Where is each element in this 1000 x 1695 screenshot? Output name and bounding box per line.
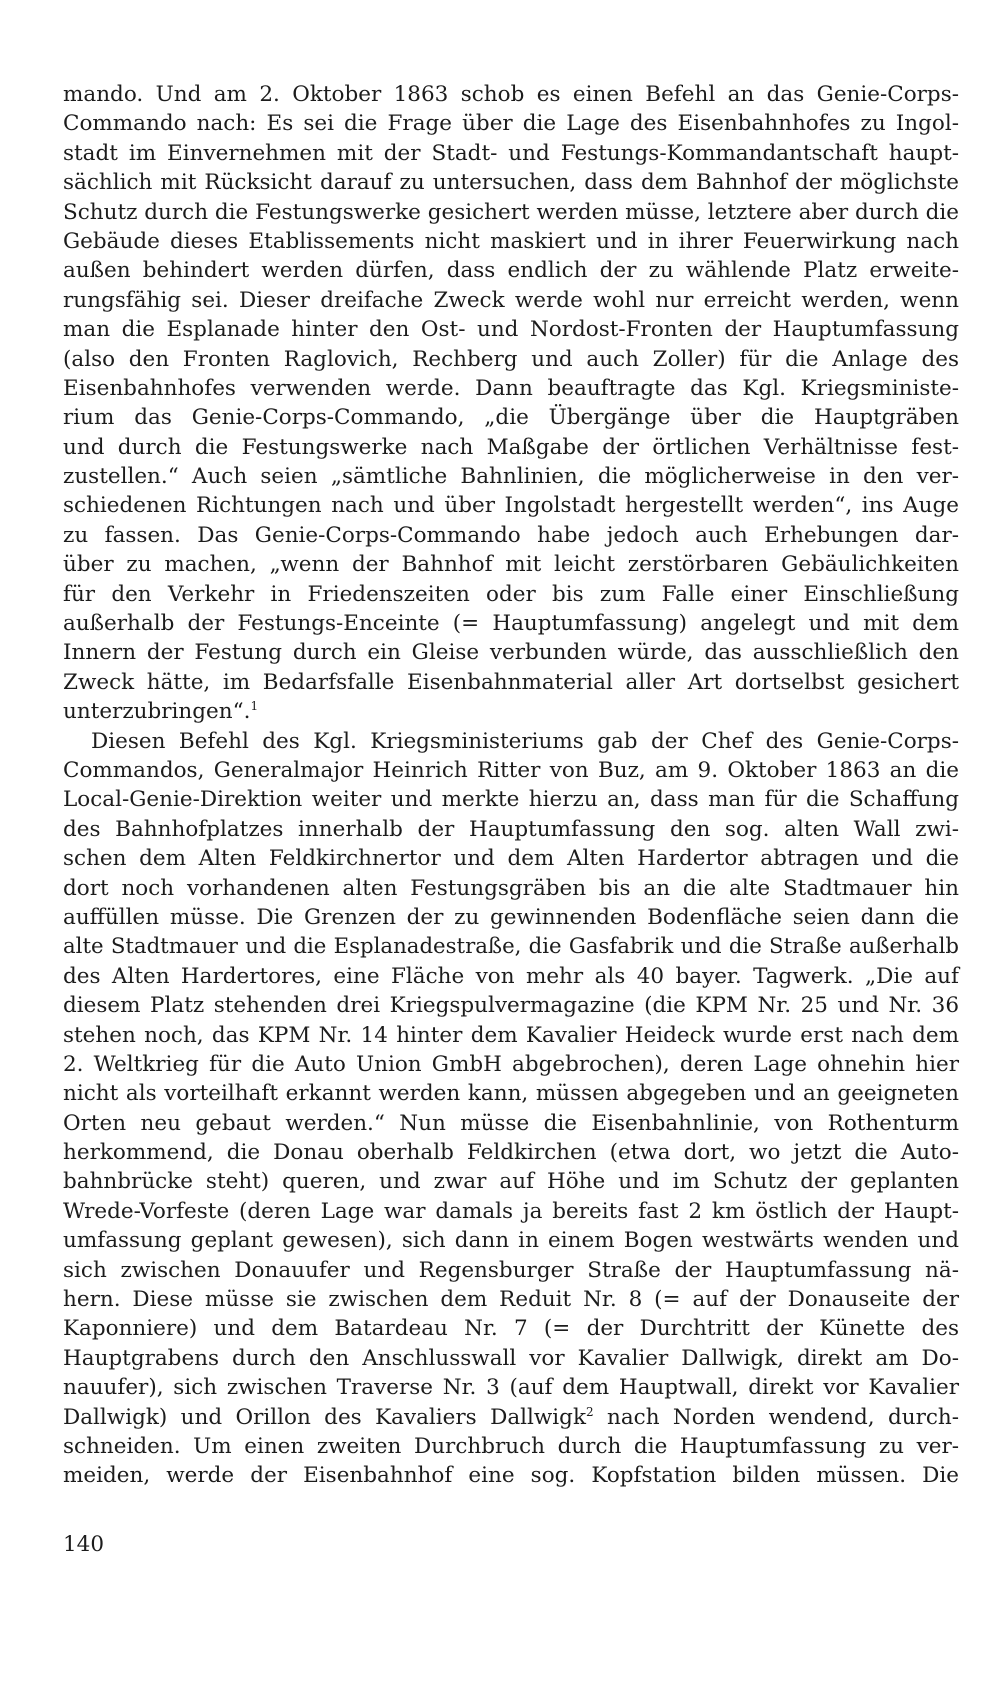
text-line: nicht als vorteilhaft erkannt werden kann, müssen abgegeben und an geeigneten bbox=[63, 1081, 959, 1107]
text-line-content: Dallwigk) und Orillon des Kavaliers Dallwigk bbox=[63, 1404, 586, 1430]
text-line: Schutz durch die Festungswerke gesichert werden müsse, letztere aber durch die bbox=[63, 199, 959, 225]
text-line: schneiden. Um einen zweiten Durchbruch durch die Hauptumfassung zu ver- bbox=[63, 1433, 959, 1459]
text-line: meiden, werde der Eisenbahnhof eine sog. Kopfstation bilden müssen. Die bbox=[63, 1463, 959, 1489]
text-line: außerhalb der Festungs-Enceinte (= Hauptumfassung) angelegt und mit dem bbox=[63, 611, 959, 637]
text-line: (also den Fronten Raglovich, Rechberg und auch Zoller) für die Anlage des bbox=[63, 346, 959, 372]
text-line: Diesen Befehl des Kgl. Kriegsministeriums gab der Chef des Genie-Corps- bbox=[91, 728, 959, 754]
text-line: herkommend, die Donau oberhalb Feldkirchen (etwa dort, wo jetzt die Auto- bbox=[63, 1140, 959, 1166]
text-line: außen behindert werden dürfen, dass endlich der zu wählende Platz erweite- bbox=[63, 258, 959, 284]
text-line: Commando nach: Es sei die Frage über die Lage des Eisenbahnhofes zu Ingol- bbox=[63, 111, 959, 137]
text-line-content: nach Norden wendend, durch- bbox=[593, 1404, 960, 1430]
text-line: Eisenbahnhofes verwenden werde. Dann beauftragte das Kgl. Kriegsministe- bbox=[63, 375, 959, 401]
text-line: rungsfähig sei. Dieser dreifache Zweck werde wohl nur erreicht werden, wenn bbox=[63, 287, 959, 313]
text-line: Local-Genie-Direktion weiter und merkte hierzu an, dass man für die Schaffung bbox=[63, 787, 959, 813]
text-line bbox=[63, 697, 959, 726]
text-line: sich zwischen Donauufer und Regensburger Straße der Hauptumfassung nä- bbox=[63, 1257, 959, 1283]
text-line: und durch die Festungswerke nach Maßgabe der örtlichen Verhältnisse fest- bbox=[63, 434, 959, 460]
text-line: Innern der Festung durch ein Gleise verbunden würde, das ausschließlich den bbox=[63, 640, 959, 666]
text-line: man die Esplanade hinter den Ost- und Nordost-Fronten der Hauptumfassung bbox=[63, 317, 959, 343]
text-line: zu fassen. Das Genie-Corps-Commando habe jedoch auch Erhebungen dar- bbox=[63, 522, 959, 548]
text-line: stehen noch, das KPM Nr. 14 hinter dem Kavalier Heideck wurde erst nach dem bbox=[63, 1022, 959, 1048]
footnote-marker: 2 bbox=[585, 1404, 594, 1419]
paragraph-1 bbox=[63, 80, 959, 727]
text-line: Commandos, Generalmajor Heinrich Ritter von Buz, am 9. Oktober 1863 an die bbox=[63, 757, 959, 783]
text-line: Gebäude dieses Etablissements nicht maskiert und in ihrer Feuerwirkung nach bbox=[63, 228, 959, 254]
text-line: für den Verkehr in Friedenszeiten oder bis zum Falle einer Einschließung bbox=[63, 581, 959, 607]
text-line: rium das Genie-Corps-Commando, „die Übergänge über die Hauptgräben bbox=[63, 405, 959, 431]
text-line: schiedenen Richtungen nach und über Ingolstadt hergestellt werden“, ins Auge bbox=[63, 493, 959, 519]
text-line: auffüllen müsse. Die Grenzen der zu gewinnenden Bodenfläche seien dann die bbox=[63, 904, 959, 930]
text-line: nauufer), sich zwischen Traverse Nr. 3 (auf dem Hauptwall, direkt vor Kavalier bbox=[63, 1375, 959, 1401]
text-line: Kaponniere) und dem Batardeau Nr. 7 (= der Durchtritt der Künette des bbox=[63, 1316, 959, 1342]
text-line: umfassung geplant gewesen), sich dann in einem Bogen westwärts wenden und bbox=[63, 1228, 959, 1254]
page-number: 140 bbox=[63, 1532, 105, 1557]
text-line: stadt im Einvernehmen mit der Stadt- und Festungs-Kommandantschaft haupt- bbox=[63, 140, 959, 166]
text-line: sächlich mit Rücksicht darauf zu untersuchen, dass dem Bahnhof der möglichste bbox=[63, 170, 959, 196]
text-line: Hauptgrabens durch den Anschlusswall vor Kavalier Dallwigk, direkt am Do- bbox=[63, 1345, 959, 1371]
text-line-content: unterzubringen“. bbox=[63, 699, 251, 725]
body-text bbox=[63, 80, 959, 1491]
text-line bbox=[63, 1403, 959, 1432]
text-line: des Bahnhofplatzes innerhalb der Hauptumfassung den sog. alten Wall zwi- bbox=[63, 816, 959, 842]
text-line: Zweck hätte, im Bedarfsfalle Eisenbahnmaterial aller Art dortselbst gesichert bbox=[63, 669, 959, 695]
text-line: bahnbrücke steht) queren, und zwar auf Höhe und im Schutz der geplanten bbox=[63, 1169, 959, 1195]
text-line: über zu machen, „wenn der Bahnhof mit leicht zerstörbaren Gebäulichkeiten bbox=[63, 552, 959, 578]
paragraph-2 bbox=[63, 727, 959, 1491]
text-line: Orten neu gebaut werden.“ Nun müsse die Eisenbahnlinie, von Rothenturm bbox=[63, 1110, 959, 1136]
footnote-marker: 1 bbox=[250, 699, 259, 714]
text-line: diesem Platz stehenden drei Kriegspulvermagazine (die KPM Nr. 25 und Nr. 36 bbox=[63, 993, 959, 1019]
text-line: alte Stadtmauer und die Esplanadestraße, die Gasfabrik und die Straße außerhalb bbox=[63, 934, 959, 960]
text-line: mando. Und am 2. Oktober 1863 schob es einen Befehl an das Genie-Corps- bbox=[63, 82, 959, 107]
text-line: Wrede-Vorfeste (deren Lage war damals ja bereits fast 2 km östlich der Haupt- bbox=[63, 1198, 959, 1224]
text-line: dort noch vorhandenen alten Festungsgräben bis an die alte Stadtmauer hin bbox=[63, 875, 959, 901]
text-line: des Alten Hardertores, eine Fläche von mehr als 40 bayer. Tagwerk. „Die auf bbox=[63, 963, 959, 989]
text-line: hern. Diese müsse sie zwischen dem Reduit Nr. 8 (= auf der Donauseite der bbox=[63, 1287, 959, 1313]
text-line: zustellen.“ Auch seien „sämtliche Bahnlinien, die möglicherweise in den ver- bbox=[63, 464, 959, 490]
text-line: 2. Weltkrieg für die Auto Union GmbH abgebrochen), deren Lage ohnehin hier bbox=[63, 1051, 959, 1077]
text-line: schen dem Alten Feldkirchnertor und dem Alten Hardertor abtragen und die bbox=[63, 846, 959, 872]
